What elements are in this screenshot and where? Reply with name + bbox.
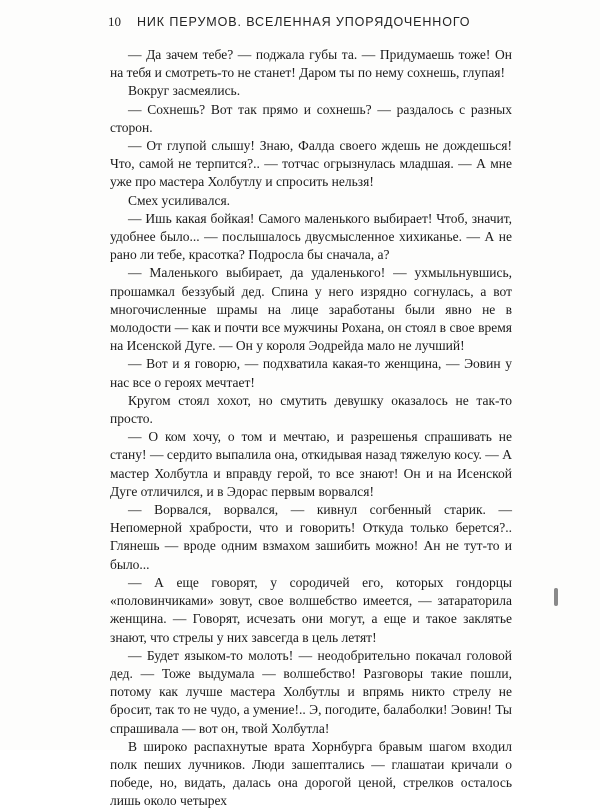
paragraph: — А еще говорят, у сородичей его, которых гондорцы «половинчиками» зовут, свое волшебство имеется, — затараторила женщина. — Говорят, исчезать они могут, а еще и такое заклятье знают, что стрелы у них завсегда в цель летят! xyxy=(110,574,512,645)
paragraph: — Маленького выбирает, да удаленького! — ухмыльнувшись, прошамкал беззубый дед. Спина у него изрядно согнулась, а вот многочисленные шрамы на лице заработаны были явно не в молодости — как и почти все мужчины Рохана, он стоял в свое время на Исенской Дуге. — Он у короля Эодрейда мало не лучший! xyxy=(110,265,512,354)
running-title: НИК ПЕРУМОВ. ВСЕЛЕННАЯ УПОРЯДОЧЕННОГО xyxy=(137,15,471,29)
page-number: 10 xyxy=(108,14,121,29)
paragraph: — Ворвался, ворвался, — кивнул согбенный старик. — Непомерной храбрости, что и говорить! Откуда только берется?.. Глянешь — вроде одним взмахом зашибить можно! Ан не тут-то и было... xyxy=(110,502,512,572)
paragraph: — Вот и я говорю, — подхватила какая-то женщина, — Эовин у нас все о героях мечтает! xyxy=(110,356,512,390)
paragraph: Смех усиливался. xyxy=(128,192,231,208)
paragraph: В широко распахнутые врата Хорнбурга бравым шагом входил полк пеших лучников. Люди зашептались — глашатаи кричали о победе, но, видать, далась она дорогой ценой, стрелков осталось лишь около четырех xyxy=(110,738,512,809)
running-header xyxy=(108,14,470,30)
paragraph: — Будет языком-то молоть! — неодобрительно покачал головой дед. — Тоже выдумала — волшебство! Разговоры такие пошли, потому как лучше мастера Холбутлы и впрямь никто стрелу не бросит, так то не чудо, а умение!.. Э, погодите, балаболки! Эовин! Ты спрашивала — вот он, твой Холбутла! xyxy=(110,647,512,736)
scrollbar-thumb[interactable] xyxy=(554,588,558,606)
paragraph: — Сохнешь? Вот так прямо и сохнешь? — раздалось с разных сторон. xyxy=(110,101,512,135)
page-text xyxy=(110,46,512,811)
paragraph: — О ком хочу, о том и мечтаю, и разрешенья спрашивать не стану! — сердито выпалила она, откидывая назад тяжелую косу. — А мастер Холбутла и вправду герой, то все знают! Он и на Исенской Дуге отличился, и в Эдорас первым ворвался! xyxy=(110,429,512,499)
paragraph: Кругом стоял хохот, но смутить девушку оказалось не так-то просто. xyxy=(110,392,512,427)
paragraph: — Да зачем тебе? — поджала губы та. — Придумаешь тоже! Он на тебя и смотреть-то не станет! Даром ты по нему сохнешь, глупая! xyxy=(110,47,512,81)
paragraph: — Ишь какая бойкая! Самого маленького выбирает! Чтоб, значит, удобнее было... — послышалось двусмысленное хихиканье. — А не рано ли тебе, красотка? Подросла бы сначала, а? xyxy=(110,210,512,263)
paragraph: Вокруг засмеялись. xyxy=(128,83,241,99)
paragraph: — От глупой слышу! Знаю, Фалда своего ждешь не дождешься! Что, самой не терпится?.. — тотчас огрызнулась младшая. — А мне уже про мастера Холбутлу и спросить нельзя! xyxy=(110,138,512,190)
